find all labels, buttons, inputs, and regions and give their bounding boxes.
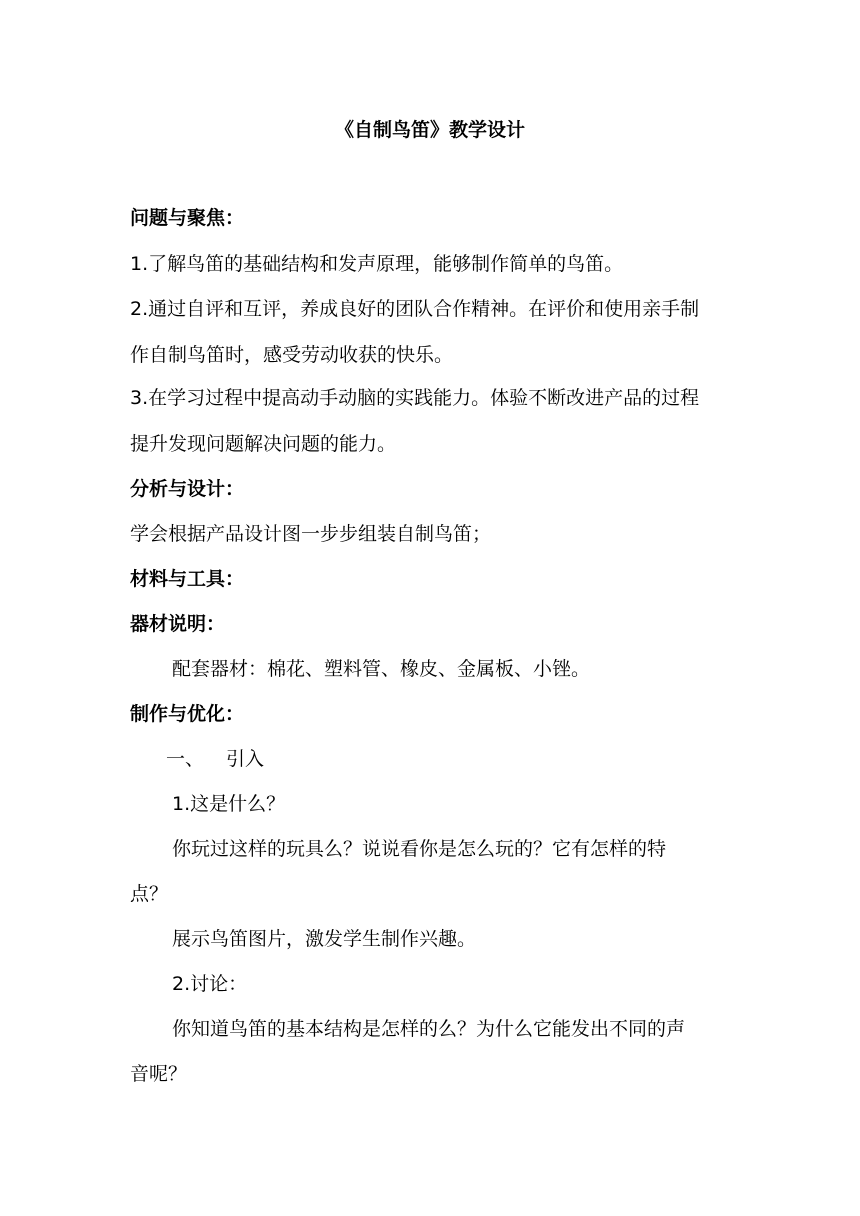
problem-item: 作自制鸟笛时，感受劳动收获的快乐。 [130, 344, 454, 366]
question-one-text-cont: 点？ [130, 883, 169, 905]
problem-item: 提升发现问题解决问题的能力。 [130, 433, 397, 455]
problem-item: 1.了解鸟笛的基础结构和发声原理，能够制作简单的鸟笛。 [130, 253, 624, 275]
document-title: 《自制鸟笛》教学设计 [334, 119, 525, 141]
question-one-text: 你玩过这样的玩具么？说说看你是怎么玩的？它有怎样的特 [172, 838, 667, 860]
step-one [166, 746, 776, 772]
question-two-text: 你知道鸟笛的基本结构是怎样的么？为什么它能发出不同的声 [172, 1018, 686, 1040]
question-two-text-cont: 音呢？ [130, 1063, 188, 1085]
equipment-text: 配套器材：棉花、塑料管、橡皮、金属板、小锉。 [172, 658, 591, 680]
question-two: 2.讨论： [172, 973, 248, 995]
materials-heading: 材料与工具： [130, 568, 245, 590]
problem-heading: 问题与聚焦： [130, 207, 245, 229]
make-heading: 制作与优化： [130, 703, 245, 725]
step-one-label: 引入 [226, 748, 265, 770]
question-one: 1.这是什么？ [172, 793, 286, 815]
step-one-marker: 一、 [166, 748, 205, 770]
question-one-show: 展示鸟笛图片，激发学生制作兴趣。 [172, 928, 477, 950]
equipment-heading: 器材说明： [130, 613, 226, 635]
problem-item: 3.在学习过程中提高动手动脑的实践能力。体验不断改进产品的过程 [130, 387, 700, 409]
problem-item: 2.通过自评和互评，养成良好的团队合作精神。在评价和使用亲手制 [130, 298, 700, 320]
analysis-heading: 分析与设计： [130, 478, 245, 500]
analysis-text: 学会根据产品设计图一步步组装自制鸟笛； [130, 523, 492, 545]
